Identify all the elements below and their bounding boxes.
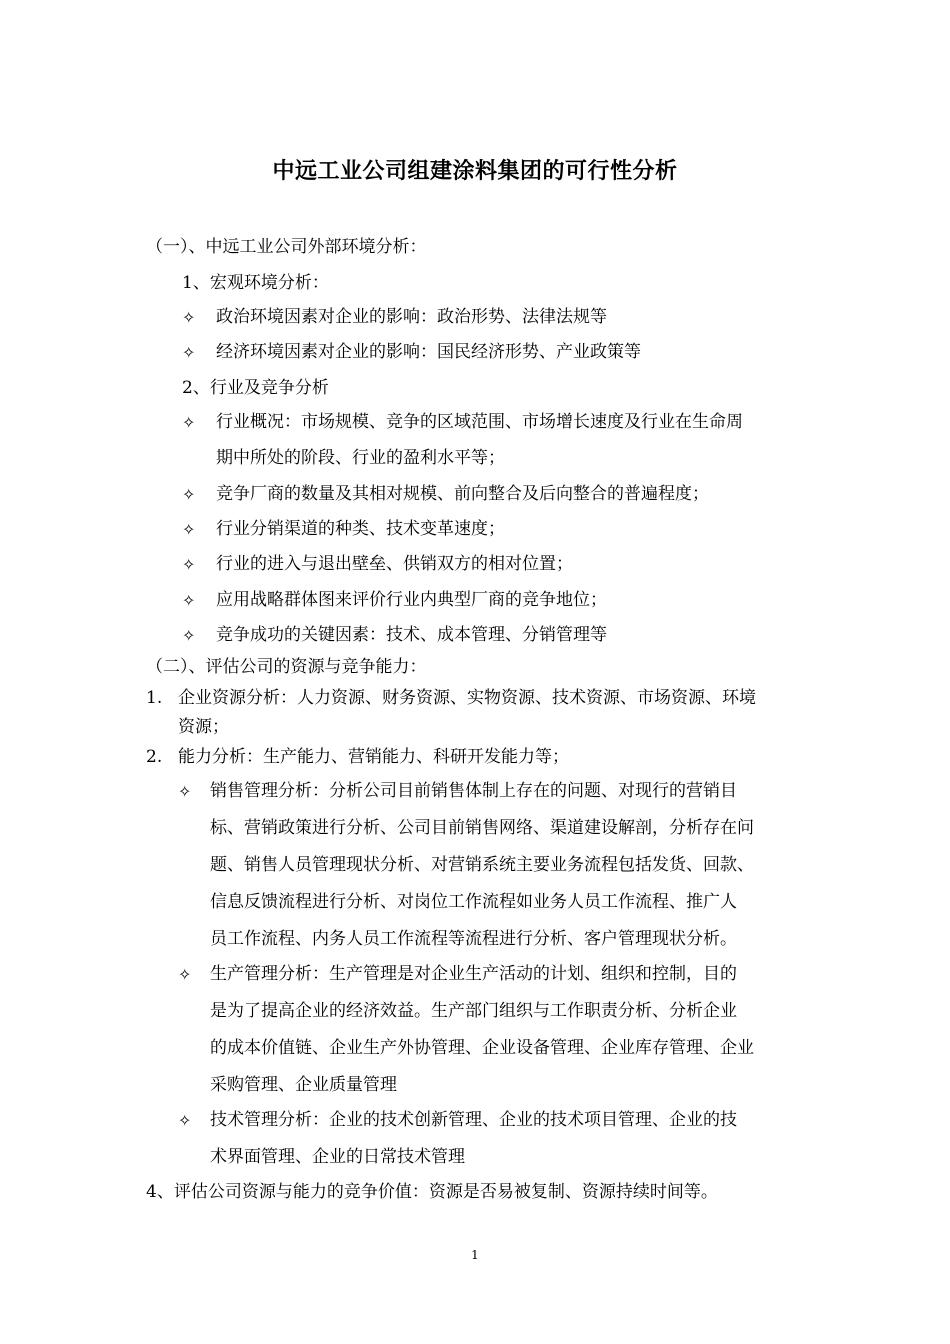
bullet-diamond-icon: ✧ xyxy=(182,555,196,574)
list-item-4: 4、评估公司资源与能力的竞争价值：资源是否易被复制、资源持续时间等。 xyxy=(146,1182,718,1202)
production-analysis-line: 生产管理分析：生产管理是对企业生产活动的计划、组织和控制，目的 xyxy=(210,964,737,984)
bullet-diamond-icon: ✧ xyxy=(182,591,196,610)
list-item-text: 能力分析：生产能力、营销能力、科研开发能力等； xyxy=(178,747,569,767)
list-item-text-continuation: 资源； xyxy=(178,717,229,737)
technical-analysis-line: 术界面管理、企业的日常技术管理 xyxy=(210,1147,465,1167)
list-number: 1. xyxy=(146,688,163,708)
subsection-heading-macro: 1、宏观环境分析： xyxy=(182,273,329,293)
bullet-diamond-icon: ✧ xyxy=(182,520,196,539)
list-item-text: 企业资源分析：人力资源、财务资源、实物资源、技术资源、市场资源、环境 xyxy=(178,688,756,708)
production-analysis-line: 采购管理、企业质量管理 xyxy=(210,1075,397,1095)
bullet-diamond-icon: ✧ xyxy=(182,343,196,362)
bullet-text: 政治环境因素对企业的影响：政治形势、法律法规等 xyxy=(216,307,607,327)
bullet-diamond-icon: ✧ xyxy=(182,308,196,327)
sales-analysis-line: 信息反馈流程进行分析、对岗位工作流程如业务人员工作流程、推广人 xyxy=(210,892,737,912)
bullet-diamond-icon: ✧ xyxy=(178,965,192,984)
bullet-diamond-icon: ✧ xyxy=(178,782,192,801)
sales-analysis-line: 标、营销政策进行分析、公司目前销售网络、渠道建设解剖，分析存在问 xyxy=(210,818,754,838)
document-title: 中远工业公司组建涂料集团的可行性分析 xyxy=(272,159,678,184)
bullet-diamond-icon: ✧ xyxy=(182,485,196,504)
page-number: 1 xyxy=(471,1248,479,1262)
bullet-text: 行业分销渠道的种类、技术变革速度； xyxy=(216,519,505,539)
list-number: 2. xyxy=(146,747,163,767)
bullet-text: 竞争厂商的数量及其相对规模、前向整合及后向整合的普遍程度； xyxy=(216,484,709,504)
bullet-text: 行业概况：市场规模、竞争的区域范围、市场增长速度及行业在生命周 xyxy=(216,412,743,432)
technical-analysis-line: 技术管理分析：企业的技术创新管理、企业的技术项目管理、企业的技 xyxy=(210,1110,737,1130)
bullet-diamond-icon: ✧ xyxy=(182,626,196,645)
section-heading-1: （一）、中远工业公司外部环境分析： xyxy=(146,237,427,257)
bullet-text: 竞争成功的关键因素：技术、成本管理、分销管理等 xyxy=(216,625,607,645)
production-analysis-line: 是为了提高企业的经济效益。生产部门组织与工作职责分析、分析企业 xyxy=(210,1001,737,1021)
bullet-text: 行业的进入与退出壁垒、供销双方的相对位置； xyxy=(216,554,573,574)
subsection-heading-industry: 2、行业及竞争分析 xyxy=(182,378,329,398)
sales-analysis-line: 员工作流程、内务人员工作流程等流程进行分析、客户管理现状分析。 xyxy=(210,929,737,949)
bullet-diamond-icon: ✧ xyxy=(182,413,196,432)
sales-analysis-line: 销售管理分析：分析公司目前销售体制上存在的问题、对现行的营销目 xyxy=(210,781,737,801)
bullet-text: 应用战略群体图来评价行业内典型厂商的竞争地位； xyxy=(216,590,607,610)
production-analysis-line: 的成本价值链、企业生产外协管理、企业设备管理、企业库存管理、企业 xyxy=(210,1038,754,1058)
bullet-text: 经济环境因素对企业的影响：国民经济形势、产业政策等 xyxy=(216,342,641,362)
section-heading-2: （二）、评估公司的资源与竞争能力： xyxy=(146,657,427,677)
sales-analysis-line: 题、销售人员管理现状分析、对营销系统主要业务流程包括发货、回款、 xyxy=(210,855,754,875)
bullet-text-continuation: 期中所处的阶段、行业的盈利水平等； xyxy=(216,448,505,468)
bullet-diamond-icon: ✧ xyxy=(178,1111,192,1130)
